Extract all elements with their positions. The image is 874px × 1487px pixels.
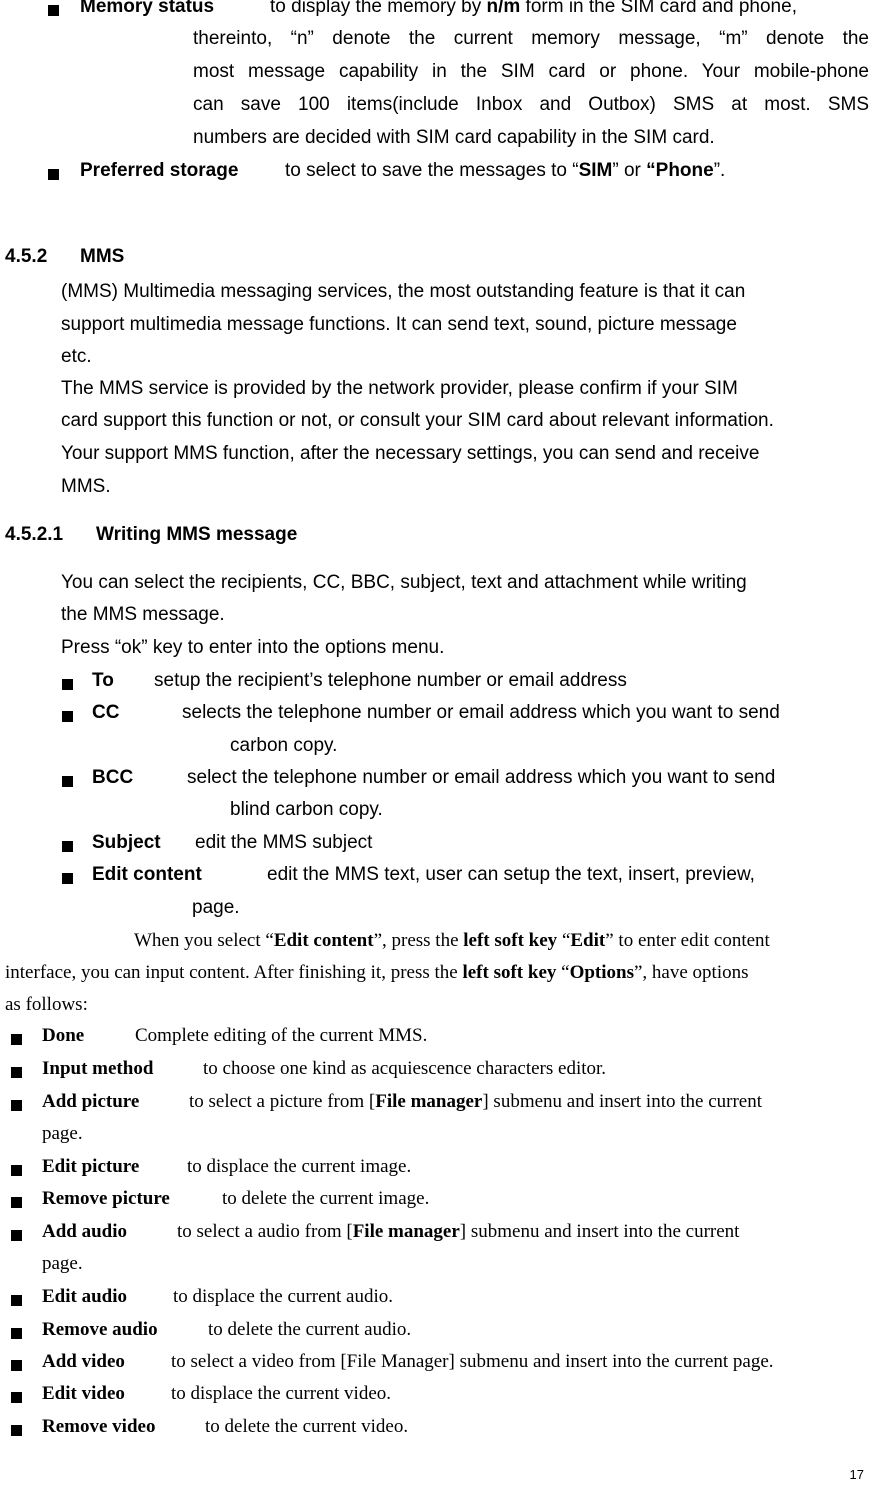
item-cc-label: CC (92, 702, 120, 723)
square-bullet-icon (11, 1425, 22, 1436)
item-remove-video-label: Remove video (42, 1416, 156, 1437)
item-input-method-label: Input method (42, 1058, 154, 1079)
item-bcc-cont: blind carbon copy. (230, 799, 383, 820)
item-remove-audio-label: Remove audio (42, 1319, 158, 1340)
square-bullet-icon (11, 1067, 22, 1078)
item-edit-picture-label: Edit picture (42, 1156, 140, 1177)
square-bullet-icon (11, 1392, 22, 1403)
bullet-edit-content (62, 871, 73, 889)
preferred-storage-text: to select to save the messages to “SIM” or “Phone”. (285, 160, 726, 181)
square-bullet-icon (62, 873, 73, 884)
mms-intro-line-4: The MMS service is provided by the network provider, please confirm if your SIM (61, 378, 738, 399)
bullet-add-video (11, 1358, 22, 1376)
bullet-to (62, 677, 73, 695)
bullet-done (11, 1032, 22, 1050)
bullet-input-method (11, 1065, 22, 1083)
mms-intro-line-5: card support this function or not, or consult your SIM card about relevant information. (61, 410, 774, 431)
edit-para-line-2: interface, you can input content. After finishing it, press the left soft key “Options”, have options (5, 962, 749, 983)
square-bullet-icon (48, 169, 59, 180)
square-bullet-icon (11, 1100, 22, 1111)
item-to-label: To (92, 670, 114, 691)
item-edit-video-text: to displace the current video. (171, 1383, 392, 1404)
item-input-method-text: to choose one kind as acquiescence characters editor. (203, 1058, 607, 1079)
item-add-video-text: to select a video from [File Manager] submenu and insert into the current page. (171, 1351, 774, 1372)
item-cc-cont: carbon copy. (230, 735, 338, 756)
square-bullet-icon (11, 1165, 22, 1176)
memory-status-label: Memory status (80, 0, 215, 17)
preferred-storage-label: Preferred storage (80, 160, 239, 181)
item-add-picture-label: Add picture (42, 1091, 140, 1112)
section-number-4-5-2: 4.5.2 (5, 246, 48, 267)
memory-status-line-1: thereinto, “n” denote the current memory message, “m” denote the (193, 28, 869, 49)
square-bullet-icon (62, 711, 73, 722)
item-remove-video-text: to delete the current video. (205, 1416, 409, 1437)
bullet-add-audio (11, 1228, 22, 1246)
square-bullet-icon (62, 841, 73, 852)
bullet-edit-audio (11, 1293, 22, 1311)
square-bullet-icon (11, 1034, 22, 1045)
square-bullet-icon (62, 776, 73, 787)
bullet-remove-audio (11, 1326, 22, 1344)
item-add-audio-cont: page. (42, 1253, 83, 1274)
square-bullet-icon (11, 1230, 22, 1241)
item-to-text: setup the recipient’s telephone number or email address (154, 670, 627, 691)
square-bullet-icon (11, 1197, 22, 1208)
bullet-preferred-storage (48, 164, 59, 186)
item-done-label: Done (42, 1025, 85, 1046)
square-bullet-icon (48, 5, 59, 16)
bullet-remove-picture (11, 1195, 22, 1213)
item-edit-content-cont: page. (192, 897, 240, 918)
item-edit-audio-text: to displace the current audio. (173, 1286, 394, 1307)
section-number-4-5-2-1: 4.5.2.1 (5, 524, 64, 545)
square-bullet-icon (11, 1328, 22, 1339)
item-subject-label: Subject (92, 832, 161, 853)
item-cc-text: selects the telephone number or email address which you want to send (182, 702, 780, 723)
square-bullet-icon (11, 1295, 22, 1306)
memory-status-text: to display the memory by n/m form in the SIM card and phone, (270, 0, 797, 17)
item-bcc-text: select the telephone number or email address which you want to send (187, 767, 776, 788)
section-title-writing-mms: Writing MMS message (96, 524, 298, 545)
mms-intro-line-3: etc. (61, 346, 92, 367)
item-edit-content-text: edit the MMS text, user can setup the text, insert, preview, (267, 864, 755, 885)
square-bullet-icon (11, 1360, 22, 1371)
square-bullet-icon (62, 679, 73, 690)
bullet-add-picture (11, 1098, 22, 1116)
bullet-bcc (62, 774, 73, 792)
item-edit-content-label: Edit content (92, 864, 202, 885)
item-remove-picture-text: to delete the current image. (222, 1188, 430, 1209)
item-edit-picture-text: to displace the current image. (187, 1156, 412, 1177)
bullet-memory-status (48, 0, 59, 22)
bullet-edit-video (11, 1390, 22, 1408)
writing-mms-line-2: the MMS message. (61, 604, 225, 625)
item-add-picture-cont: page. (42, 1123, 83, 1144)
edit-para-line-3: as follows: (5, 994, 88, 1015)
item-add-picture-text: to select a picture from [File manager] submenu and insert into the current (189, 1091, 762, 1112)
item-add-audio-text: to select a audio from [File manager] submenu and insert into the current (177, 1221, 740, 1242)
item-edit-audio-label: Edit audio (42, 1286, 128, 1307)
item-bcc-label: BCC (92, 767, 134, 788)
bullet-subject (62, 839, 73, 857)
mms-intro-line-6: Your support MMS function, after the necessary settings, you can send and receive (61, 443, 760, 464)
item-add-audio-label: Add audio (42, 1221, 128, 1242)
item-edit-video-label: Edit video (42, 1383, 125, 1404)
memory-status-line-2: most message capability in the SIM card or phone. Your mobile-phone (193, 61, 869, 82)
edit-para-line-1: When you select “Edit content”, press the left soft key “Edit” to enter edit content (134, 930, 770, 951)
writing-mms-line-3: Press “ok” key to enter into the options menu. (61, 637, 445, 658)
writing-mms-line-1: You can select the recipients, CC, BBC, subject, text and attachment while writing (61, 572, 747, 593)
bullet-remove-video (11, 1423, 22, 1441)
item-subject-text: edit the MMS subject (195, 832, 373, 853)
item-remove-audio-text: to delete the current audio. (208, 1319, 412, 1340)
bullet-cc (62, 709, 73, 727)
bullet-edit-picture (11, 1163, 22, 1181)
memory-status-line-4: numbers are decided with SIM card capability in the SIM card. (193, 127, 715, 148)
item-done-text: Complete editing of the current MMS. (135, 1025, 428, 1046)
section-title-mms: MMS (80, 246, 125, 267)
memory-status-line-3: can save 100 items(include Inbox and Outbox) SMS at most. SMS (193, 94, 869, 115)
page-number: 17 (849, 1467, 864, 1482)
item-remove-picture-label: Remove picture (42, 1188, 170, 1209)
mms-intro-line-1: (MMS) Multimedia messaging services, the most outstanding feature is that it can (61, 281, 746, 302)
mms-intro-line-7: MMS. (61, 476, 111, 497)
item-add-video-label: Add video (42, 1351, 125, 1372)
mms-intro-line-2: support multimedia message functions. It can send text, sound, picture message (61, 314, 737, 335)
